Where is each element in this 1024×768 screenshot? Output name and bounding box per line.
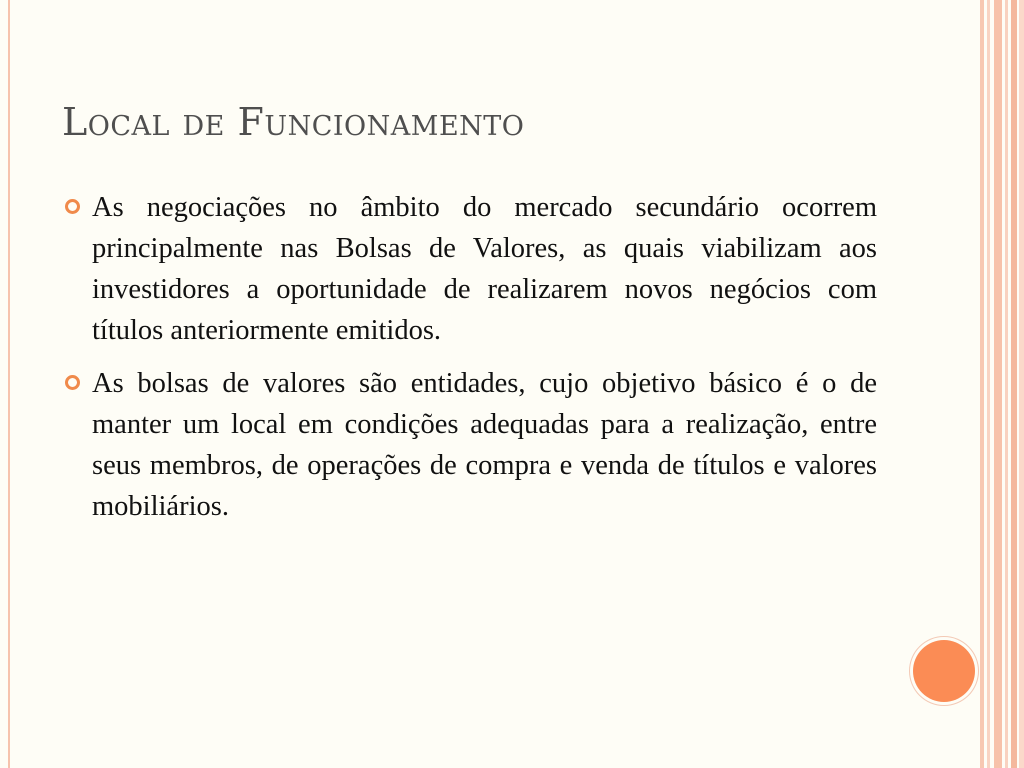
right-decorative-stripes [980, 0, 1024, 768]
bullet-text: As negociações no âmbito do mercado secundário ocorrem principalmente nas Bolsas de Valores, as quais viabilizam aos investidores a oportunidade de realizarem novos negócios com títulos anteriormente emitidos. [92, 192, 877, 346]
slide-content [62, 187, 877, 539]
stripe [987, 0, 990, 768]
left-frame-line [8, 0, 10, 768]
bullet-text: As bolsas de valores são entidades, cujo objetivo básico é o de manter um local em condições adequadas para a realização, entre seus membros, de operações de compra e venda de títulos e valores mobiliários. [92, 368, 877, 522]
stripe [980, 0, 984, 768]
orange-circle-decoration [913, 640, 975, 702]
stripe [1019, 0, 1024, 768]
stripe [994, 0, 1002, 768]
stripe [1005, 0, 1008, 768]
bullet-item [62, 363, 877, 527]
stripe [1011, 0, 1017, 768]
slide-title: Local de Funcionamento [62, 100, 525, 144]
bullet-ring-icon [65, 199, 80, 214]
bullet-item [62, 187, 877, 351]
bullet-ring-icon [65, 375, 80, 390]
